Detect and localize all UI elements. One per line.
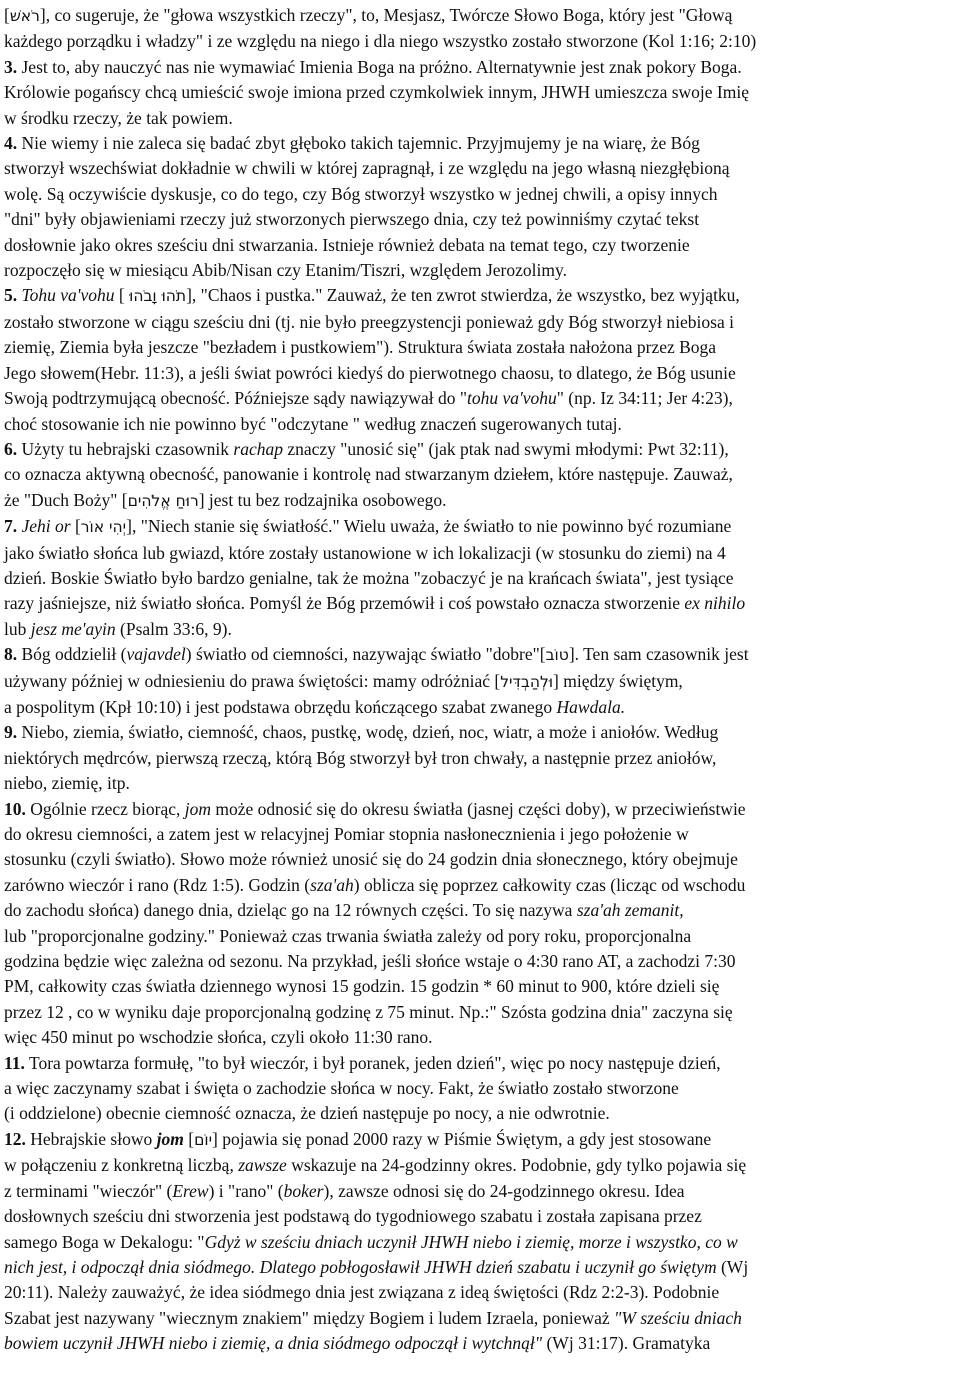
text-run: (Wj 31:17). Gramatyka [542,1333,711,1354]
note-number: 5. [4,285,18,306]
note-8 [4,642,952,720]
note-11 [4,1051,952,1127]
text-run: godzina będzie więc zależna od sezonu. Na przykład, jeśli słońce wstaje o 4:30 rano AT, a zachodzi 7:30 [4,951,736,972]
note-number: 3. [4,56,18,77]
text-run: więc 450 minut po wschodzie słońca, czyli około 11:30 rano. [4,1027,433,1048]
text-run: każdego porządku i władzy" i ze względu na niego i dla niego wszystko zostało stworzone (Kol 1:16; 2:10) [4,31,757,52]
italic-term: Hawdala. [556,696,626,717]
text-run: używany później w odniesieniu do prawa świętości: mamy odróżniać [ [4,670,501,691]
text-run: rozpoczęło się w miesiącu Abib/Nisan czy Etanim/Tiszri, względem Jerozolimy. [4,260,567,281]
text-run: zarówno wieczór i rano (Rdz 1:5). Godzin ( [4,874,311,895]
note-number: 8. [4,644,18,665]
text-run: w środku rzeczy, że tak powiem. [4,107,233,128]
note-6 [4,437,952,514]
text-run: stworzył wszechświat dokładnie w chwili w której zapragnął, i ze względu na jego własną niezgłębioną [4,158,730,179]
text-run: [ [4,5,10,25]
text-run: w połączeniu z konkretną liczbą, [4,1155,239,1176]
note-number: 11. [4,1052,25,1073]
note-10 [4,797,952,1051]
text-run: z terminami "wieczór" ( [4,1180,173,1201]
italic-term: jom [184,798,212,819]
text-run: ) światło od ciemności, nazywając światło "dobre"[ [185,644,546,665]
text-run: że "Duch Boży" [ [4,489,128,510]
italic-term: bowiem uczynił JHWH niebo i ziemię, a dnia siódmego odpoczął i wytchnął" [4,1333,543,1354]
note-number: 10. [4,798,26,819]
text-run: ], "Niech stanie się światłość." Wielu uważa, że światło to nie powinno być rozumiane [126,516,732,537]
text-run: Ogólnie rzecz biorąc, [25,798,185,819]
text-run: [ [183,1128,195,1149]
text-run: ) oblicza się poprzez całkowity czas (licząc od wschodu [353,874,746,895]
note-5 [4,283,952,436]
text-run: [ [114,285,130,306]
text-run: niebo, ziemię, itp. [4,773,130,794]
text-run: a więc zaczynamy szabat i święta o zachodzie słońca w nocy. Fakt, że światło zostało stworzone [4,1078,679,1099]
hebrew-term: רוּחַ אֱלֹהִים [127,491,199,510]
text-run: [ [70,516,81,537]
text-run: dosłownych sześciu dni stworzenia jest podstawą do tygodniowego szabatu i została zapisana przez [4,1206,702,1227]
italic-term: jesz me'ayin [30,618,116,639]
text-run: samego Boga w Dekalogu: " [4,1231,205,1252]
text-run: stosunku (czyli światło). Słowo może również unosić się do 24 godzin dnia słonecznego, który obejmuje [4,849,738,870]
text-run: ], co sugeruje, że "głowa wszystkich rzeczy", to, Mesjasz, Twórcze Słowo Boga, który jest "Głową [39,5,733,25]
text-run: Swoją podtrzymującą obecność. Późniejsze sądy nawiązywał do " [4,388,467,409]
text-run: znaczy "unosić się" (jak ptak nad swymi młodymi: Pwt 32:11), [282,438,729,459]
text-run: ], "Chaos i pustka." Zauważ, że ten zwrot stwierdza, że wszystko, bez wyjątku, [186,285,740,306]
text-run: wolę. Są oczywiście dyskusje, co do tego, czy Bóg stworzył wszystko w jednej chwili, a opisy innych [4,183,718,204]
text-run: PM, całkowity czas światła dziennego wynosi 15 godzin. 15 godzin * 60 minut to 900, które dzieli się [4,976,720,997]
italic-term: vajavdel [126,644,186,665]
note-7 [4,514,952,642]
text-run: zostało stworzone w ciągu sześciu dni (tj. nie było preegzystencji ponieważ gdy Bóg stworzył niebiosa i [4,311,734,332]
text-run: razy jaśniejsze, niż światło słońca. Pomyśl że Bóg przemówił i coś powstało oznacza stworzenie [4,593,685,614]
note-12 [4,1127,952,1357]
text-run: do okresu ciemności, a zatem jest w relacyjnej Pomiar stopnia nasłonecznienia i jego położenie w [4,824,689,844]
italic-term: rachap [233,438,283,459]
note-number: 7. [4,516,18,537]
italic-term: Gdyż w sześciu dniach uczynił JHWH niebo i ziemię, morze i wszystko, co w [204,1231,738,1252]
italic-term: sza'ah zemanit, [576,900,684,921]
hebrew-term: תֹהוּ וָבֹהוּ [129,287,187,306]
text-run: przez 12 , co w wyniku daje proporcjonalną godzinę z 75 minut. Np.:" Szósta godzina dnia" zaczyna się [4,1001,733,1022]
text-run: a pospolitym (Kpł 10:10) i jest podstawa obrzędu kończącego szabat zwanego [4,696,557,717]
text-run: ziemię, Ziemia była jeszcze "bezładem i pustkowiem"). Struktura świata została nałożona przez Boga [4,337,717,358]
note-number: 12. [4,1128,26,1149]
text-run: Szabat jest nazywany "wiecznym znakiem" między Bogiem i ludem Izraela, ponieważ [4,1307,615,1328]
italic-term: tohu va'vohu [466,388,557,409]
text-run: Hebrajskie słowo [25,1128,157,1149]
note-number: 6. [4,438,18,459]
italic-term: "W sześciu dniach [614,1307,742,1328]
bold-italic-term: jom [156,1128,184,1149]
text-run: Jego słowem(Hebr. 11:3), a jeśli świat powróci kiedyś do pierwotnego chaosu, to dlatego, że Bóg usunie [4,362,736,383]
text-run: (i oddzielone) obecnie ciemność oznacza, że dzień następuje po nocy, a nie odwrotnie. [4,1103,610,1124]
note-3 [4,55,952,131]
italic-term: nich jest, i odpoczął dnia siódmego. Dlatego pobłogosławił JHWH dzień szabatu i uczynił go świętym [4,1256,717,1277]
italic-term: zawsze [238,1155,287,1176]
text-run: (Wj [716,1256,749,1277]
text-run: 20:11). Należy zauważyć, że idea siódmego dnia jest związana z ideą świętości (Rdz 2:2-3). Podobnie [4,1282,720,1303]
italic-term: boker [283,1180,324,1201]
italic-term: ex nihilo [684,593,746,614]
italic-term: Tohu va'vohu [21,285,115,306]
text-run: lub [4,618,31,639]
text-run: ] między świętym, [553,670,683,691]
text-run: jako światło słońca lub gwiazd, które zostały ustanowione w ich lokalizacji (w stosunku do ziemi) na 4 [4,542,726,563]
hebrew-term: וּלְהַבְדִּיל [500,672,554,691]
text-run: Jest to, aby nauczyć nas nie wymawiać Imienia Boga na próżno. Alternatywnie jest znak pokory Boga. [17,56,742,77]
text-run: "dni" były objawieniami rzeczy już stworzonych pierwszego dnia, czy też powinniśmy czytać tekst [4,209,700,230]
text-run: do zachodu słońca) danego dnia, dzieląc go na 12 równych części. To się nazywa [4,900,577,921]
text-run: ) i "rano" ( [208,1180,284,1201]
text-run: Niebo, ziemia, światło, ciemność, chaos, pustkę, wodę, dzień, noc, wiatr, a może i aniołów. Według [17,722,719,743]
note-number: 9. [4,722,18,743]
text-run: dosłownie jako okres sześciu dni stwarzania. Istnieje również debata na temat tego, czy tworzenie [4,234,690,255]
text-run: Tora powtarza formułę, "to był wieczór, i był poranek, jeden dzień", więc po nocy następuje dzień, [24,1052,721,1073]
hebrew-term: יְהִי אוֹר [80,518,127,537]
text-run: Królowie pogańscy chcą umieścić swoje imiona przed czymkolwiek innym, JHWH umieszcza swoje Imię [4,82,749,103]
text-run: Bóg oddzielił ( [17,644,127,665]
text-run: może odnosić się do okresu światła (jasnej części doby), w przeciwieństwie [211,798,746,819]
text-run: ] pojawia się ponad 2000 razy w Piśmie Świętym, a gdy jest stosowane [212,1128,712,1149]
text-run: Użyty tu hebrajski czasownik [17,438,234,459]
text-run: lub "proporcjonalne godziny." Ponieważ czas trwania światła zależy od pory roku, proporcjonalna [4,925,692,946]
italic-term: Jehi or [21,516,71,537]
note-4 [4,131,952,283]
hebrew-term: טוֹב [545,646,569,665]
text-run: ]. Ten sam czasownik jest [568,644,749,665]
text-run: choć stosowanie ich nie powinno być "odczytane " według znaczeń sugerowanych tutaj. [4,413,622,434]
note-number: 4. [4,133,18,154]
text-run: ] jest tu bez rodzajnika osobowego. [198,489,447,510]
note-9 [4,720,952,796]
hebrew-term: יוֹם [194,1130,213,1149]
text-run: niektórych mędrców, pierwszą rzeczą, którą Bóg stworzył był tron chwały, a następnie przez aniołów, [4,747,717,768]
text-run: (Psalm 33:6, 9). [115,618,232,639]
text-run: ), zawsze odnosi się do 24-godzinnego okresu. Idea [323,1180,685,1201]
text-run: co oznacza aktywną obecność, panowanie i kontrolę nad stwarzanym dziełem, które następuje. Zauważ, [4,464,733,485]
text-run: wskazuje na 24-godzinny okres. Podobnie, gdy tylko pojawia się [286,1155,747,1176]
paragraph-continuation [4,3,952,55]
text-run: dzień. Boskie Światło było bardzo genialne, tak że można "zobaczyć je na krańcach świata", jest tysiące [4,567,734,588]
italic-term: Erew [172,1180,209,1201]
italic-term: sza'ah [310,874,354,895]
text-run: Nie wiemy i nie zaleca się badać zbyt głęboko takich tajemnic. Przyjmujemy je na wiarę, że Bóg [17,133,700,154]
hebrew-term: רֹאשׁ [9,7,40,25]
text-run: " (np. Iz 34:11; Jer 4:23), [556,388,733,409]
